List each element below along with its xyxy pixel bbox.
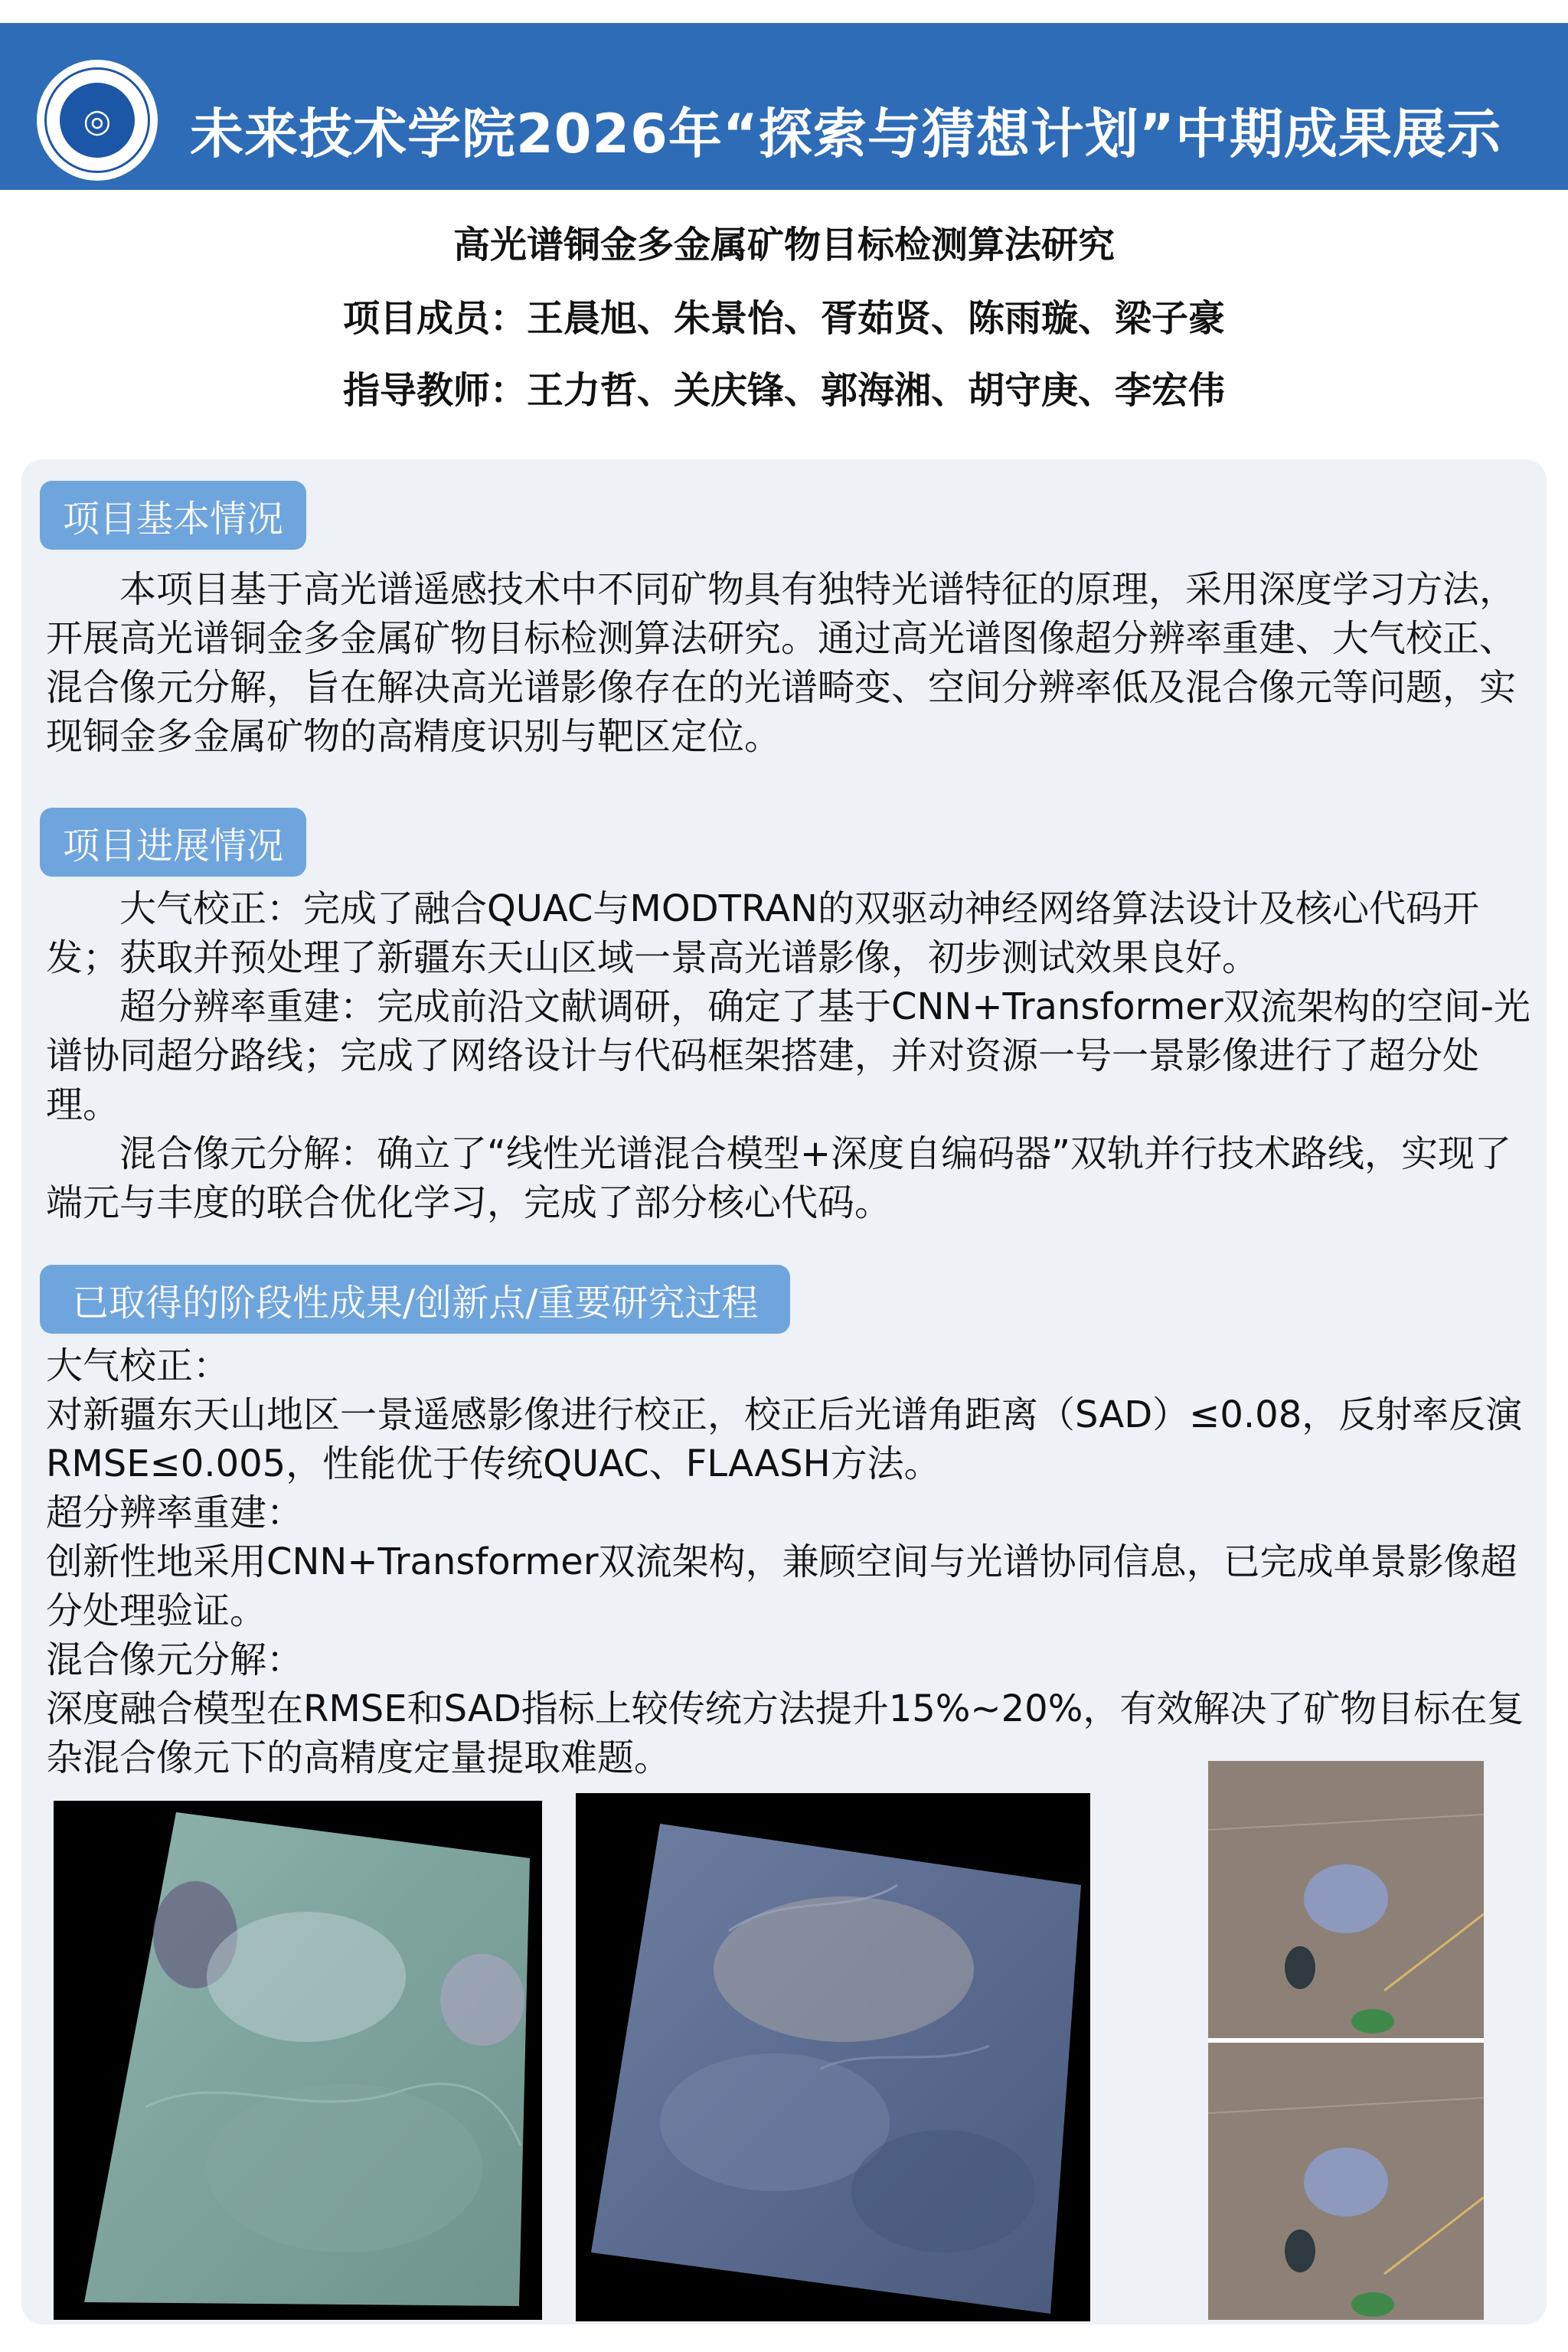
section-progress-text [46, 884, 1539, 1227]
page-title: 未来技术学院2026年“探索与猜想计划”中期成果展示 [190, 102, 1501, 165]
section-label-results: 已取得的阶段性成果/创新点/重要研究过程 [40, 1265, 790, 1334]
result-heading-atmospheric: 大气校正： [46, 1344, 230, 1387]
result-heading-super-resolution: 超分辨率重建： [46, 1491, 304, 1534]
university-logo-icon [37, 60, 158, 181]
hyperspectral-image-2 [576, 1793, 1090, 2321]
project-advisors: 指导教师：王力哲、关庆锋、郭海湘、胡守庚、李宏伟 [342, 369, 1225, 412]
hyperspectral-image-2-graphic [576, 1793, 1090, 2321]
progress-unmixing: 混合像元分解：确立了“线性光谱混合模型+深度自编码器”双轨并行技术路线，实现了端元与丰度的联合优化学习，完成了部分核心代码。 [46, 1132, 1511, 1224]
section-label-progress: 项目进展情况 [40, 808, 306, 877]
project-members: 项目成员：王晨旭、朱景怡、胥茹贤、陈雨璇、梁子豪 [342, 297, 1225, 340]
progress-atmospheric: 大气校正：完成了融合QUAC与MODTRAN的双驱动神经网络算法设计及核心代码开发；获取并预处理了新疆东天山区域一景高光谱影像，初步测试效果良好。 [46, 887, 1480, 979]
result-heading-unmixing: 混合像元分解： [46, 1638, 304, 1681]
result-text-unmixing: 深度融合模型在RMSE和SAD指标上较传统方法提升15%~20%，有效解决了矿物目标在复杂混合像元下的高精度定量提取难题。 [46, 1687, 1524, 1779]
result-text-super-resolution: 创新性地采用CNN+Transformer双流架构，兼顾空间与光谱协同信息，已完成单景影像超分处理验证。 [46, 1540, 1517, 1632]
hyperspectral-image-1-graphic [54, 1801, 542, 2320]
section-label-basic: 项目基本情况 [40, 481, 306, 550]
logo-glyph: ◎ [83, 101, 112, 139]
header-banner [0, 23, 1568, 190]
section-results-text [46, 1341, 1539, 1782]
project-title-block [0, 222, 1568, 413]
project-title: 高光谱铜金多金属矿物目标检测算法研究 [452, 224, 1115, 266]
progress-super-resolution: 超分辨率重建：完成前沿文献调研，确定了基于CNN+Transformer双流架构的空间-光谱协同超分路线；完成了网络设计与代码框架搭建，并对资源一号一景影像进行了超分处理。 [46, 985, 1530, 1126]
section-basic-text [46, 565, 1524, 761]
super-resolution-comparison-image [1208, 1761, 1484, 2320]
super-resolution-comparison-graphic [1208, 1761, 1484, 2320]
hyperspectral-image-1 [54, 1801, 542, 2320]
basic-paragraph: 本项目基于高光谱遥感技术中不同矿物具有独特光谱特征的原理，采用深度学习方法，开展高光谱铜金多金属矿物目标检测算法研究。通过高光谱图像超分辨率重建、大气校正、混合像元分解，旨在解决高光谱影像存在的光谱畸变、空间分辨率低及混合像元等问题，实现铜金多金属矿物的高精度识别与靶区定位。 [46, 568, 1517, 758]
result-text-atmospheric: 对新疆东天山地区一景遥感影像进行校正，校正后光谱角距离（SAD）≤0.08，反射率反演RMSE≤0.005，性能优于传统QUAC、FLAASH方法。 [46, 1393, 1523, 1485]
